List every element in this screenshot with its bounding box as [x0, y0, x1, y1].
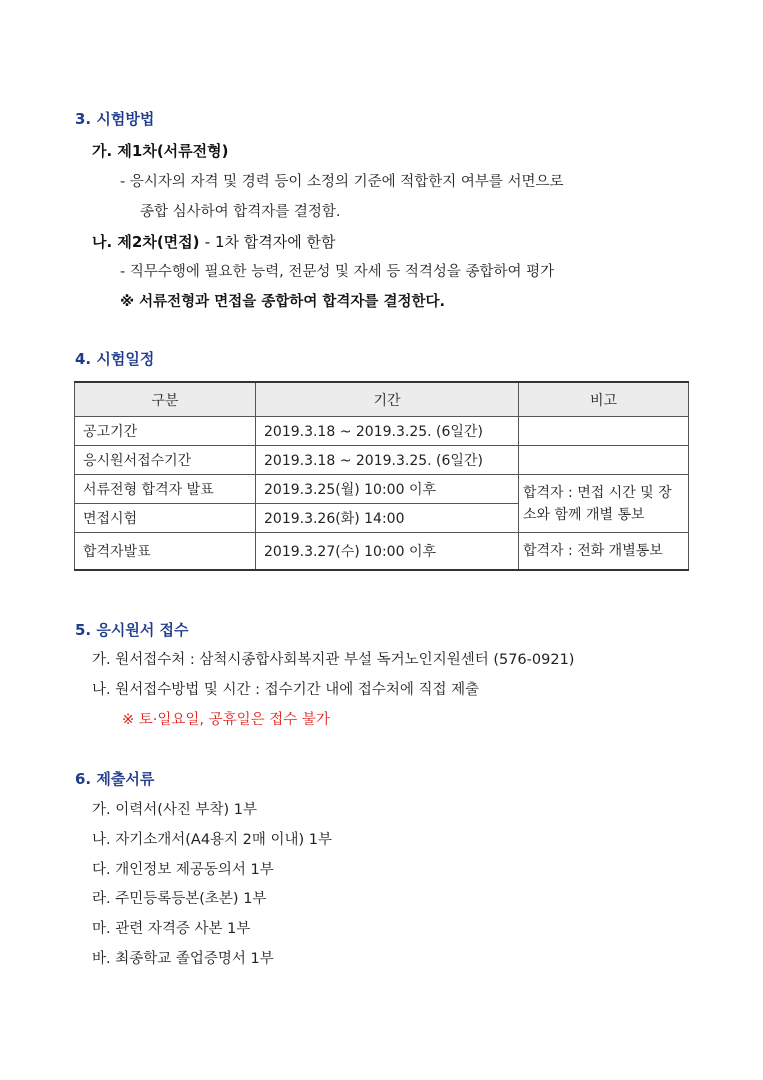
- row-remark: 합격자 : 전화 개별통보: [519, 533, 689, 571]
- exam-method-note: ※ 서류전형과 면접을 종합하여 합격자를 결정한다.: [120, 294, 445, 310]
- row-period: 2019.3.26(화) 14:00: [256, 504, 519, 533]
- table-row: [75, 475, 689, 504]
- section-4-heading: 4. 시험일정: [75, 350, 155, 368]
- header-period: 기간: [256, 382, 519, 417]
- exam-step-1-line-1: - 응시자의 자격 및 경력 등이 소정의 기준에 적합한지 여부를 서면으로: [120, 174, 564, 190]
- section-5-heading: 5. 응시원서 접수: [75, 621, 189, 639]
- exam-step-2-suffix: - 1차 합격자에 한함: [204, 233, 336, 251]
- header-category: 구분: [75, 382, 256, 417]
- row-remark: [519, 417, 689, 446]
- exam-step-2-row: [92, 231, 335, 252]
- list-item: 바. 최종학교 졸업증명서 1부: [92, 951, 274, 967]
- row-category: 면접시험: [75, 504, 256, 533]
- list-item: 나. 자기소개서(A4용지 2매 이내) 1부: [92, 832, 333, 848]
- row-remark: 합격자 : 면접 시간 및 장소와 함께 개별 통보: [519, 475, 689, 533]
- exam-step-2-line: - 직무수행에 필요한 능력, 전문성 및 자세 등 적격성을 종합하여 평가: [120, 264, 555, 280]
- row-remark: [519, 446, 689, 475]
- row-period: 2019.3.27(수) 10:00 이후: [256, 533, 519, 571]
- table-row: [75, 533, 689, 571]
- application-place-line: 가. 원서접수처 : 삼척시종합사회복지관 부설 독거노인지원센터 (576-0921): [92, 652, 575, 668]
- row-period: 2019.3.18 ~ 2019.3.25. (6일간): [256, 417, 519, 446]
- section-6-heading: 6. 제출서류: [75, 770, 155, 788]
- table-row: [75, 417, 689, 446]
- application-method-line: 나. 원서접수방법 및 시간 : 접수기간 내에 접수처에 직접 제출: [92, 682, 480, 698]
- section-3-heading: 3. 시험방법: [75, 110, 155, 128]
- list-item: 가. 이력서(사진 부착) 1부: [92, 802, 258, 818]
- list-item: 다. 개인정보 제공동의서 1부: [92, 862, 274, 878]
- exam-step-1-line-2: 종합 심사하여 합격자를 결정함.: [140, 204, 341, 220]
- row-category: 공고기간: [75, 417, 256, 446]
- exam-schedule-table: [74, 381, 689, 571]
- exam-step-1-label: 가. 제1차(서류전형): [92, 142, 229, 160]
- row-category: 합격자발표: [75, 533, 256, 571]
- list-item: 마. 관련 자격증 사본 1부: [92, 921, 251, 937]
- row-period: 2019.3.25(월) 10:00 이후: [256, 475, 519, 504]
- row-category: 응시원서접수기간: [75, 446, 256, 475]
- list-item: 라. 주민등록등본(초본) 1부: [92, 891, 267, 907]
- row-period: 2019.3.18 ~ 2019.3.25. (6일간): [256, 446, 519, 475]
- header-remark: 비고: [519, 382, 689, 417]
- row-category: 서류전형 합격자 발표: [75, 475, 256, 504]
- table-row: [75, 446, 689, 475]
- exam-step-2-label: 나. 제2차(면접): [92, 233, 200, 251]
- table-header-row: [75, 382, 689, 417]
- application-note: ※ 토·일요일, 공휴일은 접수 불가: [122, 712, 330, 728]
